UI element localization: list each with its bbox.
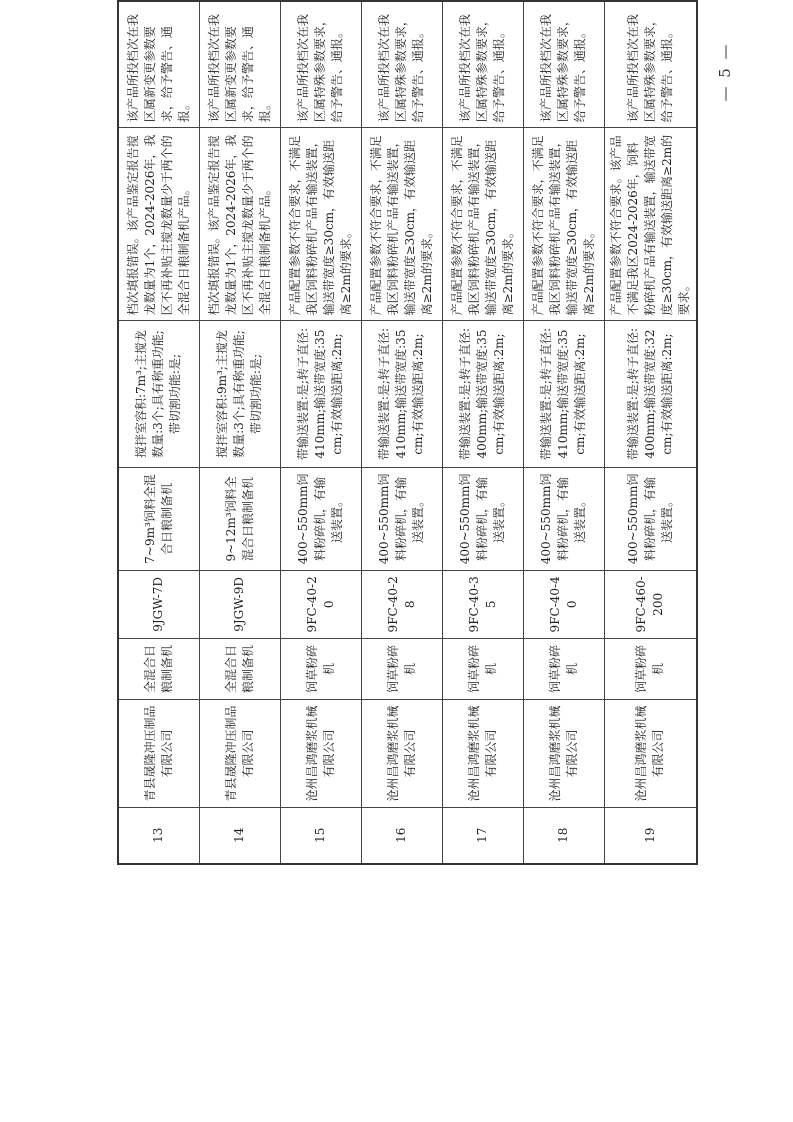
product-spec: 7~9m³饲料全混合日粮制备机: [118, 467, 199, 570]
handling-action: 该产品所投档次在我区属特殊参数要求，给予警告、通报。: [442, 1, 523, 128]
company-name: 沧州昌鸿磨浆机械有限公司: [442, 700, 523, 807]
product-params: 带输送装置:是;转子直径:410mm;输送带宽度:35cm;有效输送距离:2m;: [361, 321, 442, 467]
company-name: 沧州昌鸿磨浆机械有限公司: [361, 700, 442, 807]
table-row: [604, 1, 697, 864]
issue-description: 产品配置参数不符合要求，不满足我区饲料粉碎机产品有输送装置，输送带宽度≥30cm，有效输送距离≥2m的要求。: [280, 128, 361, 321]
issue-description: 产品配置参数不符合要求，不满足我区饲料粉碎机产品有输送装置，输送带宽度≥30cm，有效输送距离≥2m的要求。: [523, 128, 604, 321]
row-number: 17: [442, 807, 523, 864]
handling-action: 该产品所投档次在我区属特殊参数要求，给予警告、通报。: [604, 1, 697, 128]
handling-action: 该产品所投档次在我区属新变更参数要求，给予警告、通报。: [118, 1, 199, 128]
row-number: 16: [361, 807, 442, 864]
product-params: 带输送装置:是;转子直径:400mm;输送带宽度:32cm;有效输送距离:2m;: [604, 321, 697, 467]
company-name: 沧州昌鸿磨浆机械有限公司: [523, 700, 604, 807]
model-number: 9FC-40-20: [280, 571, 361, 638]
product-spec: 400~550mm饲料粉碎机，有输送装置。: [442, 467, 523, 570]
company-name: 青县晟隆冲压制品有限公司: [199, 700, 280, 807]
product-spec: 400~550mm饲料粉碎机，有输送装置。: [280, 467, 361, 570]
row-number: 19: [604, 807, 697, 864]
violations-table: [117, 0, 698, 865]
product-spec: 400~550mm饲料粉碎机，有输送装置。: [361, 467, 442, 570]
handling-action: 该产品所投档次在我区属特殊参数要求，给予警告、通报。: [523, 1, 604, 128]
model-number: 9JGW-9D: [199, 571, 280, 638]
product-spec: 9~12m³饲料全混合日粮制备机: [199, 467, 280, 570]
table-row: [442, 1, 523, 864]
row-number: 18: [523, 807, 604, 864]
product-params: 带输送装置:是;转子直径:410mm;输送带宽度:35cm;有效输送距离:2m;: [523, 321, 604, 467]
row-number: 15: [280, 807, 361, 864]
model-number: 9JGW-7D: [118, 571, 199, 638]
company-name: 青县晟隆冲压制品有限公司: [118, 700, 199, 807]
table-row: [361, 1, 442, 864]
model-number: 9FC-40-35: [442, 571, 523, 638]
issue-description: 档次填报错误。该产品鉴定报告搅龙数量为1个，2024-2026年，我区不再补贴主搅龙数量少于两个的全混合日粮制备机产品。: [118, 128, 199, 321]
model-number: 9FC-40-28: [361, 571, 442, 638]
product-name: 全混合日粮制备机: [199, 638, 280, 700]
product-params: 带输送装置:是;转子直径:410mm;输送带宽度:35cm;有效输送距离:2m;: [280, 321, 361, 467]
product-spec: 400~550mm饲料粉碎机，有输送装置。: [523, 467, 604, 570]
product-spec: 400~550mm饲料粉碎机，有输送装置。: [604, 467, 697, 570]
table-body: [118, 1, 697, 864]
row-number: 14: [199, 807, 280, 864]
product-params: 搅拌室容积:7m³;主搅龙数量:3个;具有称重功能;带切割功能:是;: [118, 321, 199, 467]
product-name: 饲草粉碎机: [280, 638, 361, 700]
table-row: [280, 1, 361, 864]
handling-action: 该产品所投档次在我区属特殊参数要求，给予警告、通报。: [361, 1, 442, 128]
issue-description: 产品配置参数不符合要求，不满足我区饲料粉碎机产品有输送装置，输送带宽度≥30cm，有效输送距离≥2m的要求。: [442, 128, 523, 321]
page-number: — 5 —: [716, 42, 734, 102]
table-row: [523, 1, 604, 864]
product-name: 饲草粉碎机: [442, 638, 523, 700]
row-number: 13: [118, 807, 199, 864]
issue-description: 产品配置参数不符合要求。该产品不满足我区2024-2026年，饲料粉碎机产品有输送装置，输送带宽度≥30cm，有效输送距离≥2m的要求。: [604, 128, 697, 321]
table-row: [118, 1, 199, 864]
company-name: 沧州昌鸿磨浆机械有限公司: [280, 700, 361, 807]
issue-description: 产品配置参数不符合要求，不满足我区饲料粉碎机产品有输送装置，输送带宽度≥30cm，有效输送距离≥2m的要求。: [361, 128, 442, 321]
table-row: [199, 1, 280, 864]
product-name: 饲草粉碎机: [361, 638, 442, 700]
handling-action: 该产品所投档次在我区属特殊参数要求，给予警告、通报。: [280, 1, 361, 128]
company-name: 沧州昌鸿磨浆机械有限公司: [604, 700, 697, 807]
product-name: 全混合日粮制备机: [118, 638, 199, 700]
model-number: 9FC-40-40: [523, 571, 604, 638]
model-number: 9FC-460-200: [604, 571, 697, 638]
handling-action: 该产品所投档次在我区属新变更参数要求，给予警告、通报。: [199, 1, 280, 128]
product-params: 带输送装置:是;转子直径:400mm;输送带宽度:35cm;有效输送距离:2m;: [442, 321, 523, 467]
product-name: 饲草粉碎机: [523, 638, 604, 700]
product-name: 饲草粉碎机: [604, 638, 697, 700]
issue-description: 档次填报错误。该产品鉴定报告搅龙数量为1个，2024-2026年，我区不再补贴主搅龙数量少于两个的全混合日粮制备机产品。: [199, 128, 280, 321]
product-params: 搅拌室容积:9m³;主搅龙数量:3个;具有称重功能;带切割功能:是;: [199, 321, 280, 467]
